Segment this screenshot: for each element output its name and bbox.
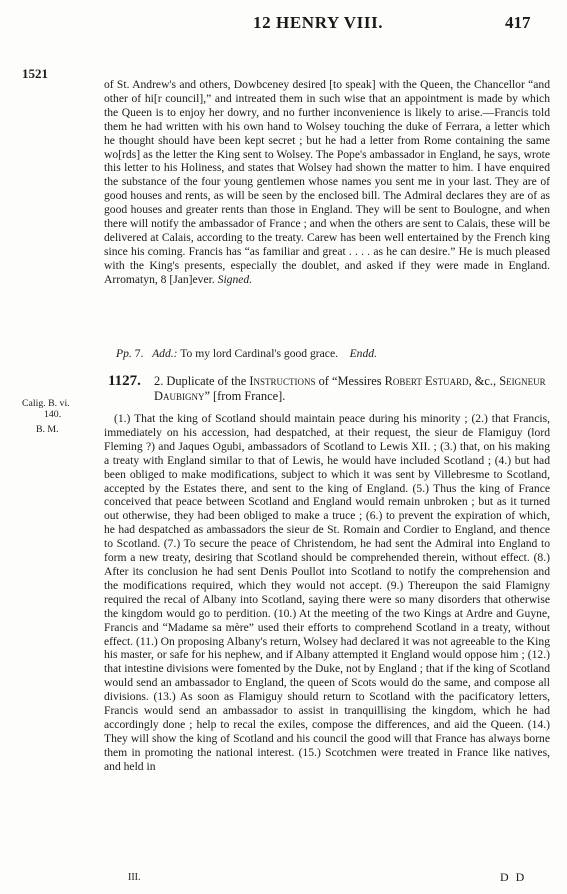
signed-note: Signed.	[217, 272, 253, 286]
printer-signature: D D	[500, 870, 527, 884]
heading-andc: &c.,	[474, 374, 497, 388]
entry-heading	[154, 374, 550, 404]
letter-body: of St. Andrew's and others, Dowbceney desired [to speak] with the Queen, the Chancellor “and other of hi[r council],” and intreated them in such wise that an appointment is made by which the Queen is to enjoy her dowry, and no further inconvenience is likely to arise.—Francis told them he had written with his own hand to Wolsey touching the duke of Ferrara, a letter which he thought should have been kept secret ; but he had a letter from Rome containing the same wo[rds] as the letter the King sent to Wolsey. The Pope's ambassador in England, he says, wrote this letter to his Holiness, and states that Wolsey had shown the matter to him. I have enquired the substance of the four young gentlemen whose names you sent me in your last. They are of good houses and rents, as will be seen by the enclosed bill. The Admiral declares they are of as good houses and greater rents than those in England. They will be sent to Boulogne, and when there will notify the ambassador of France ; and when the others are sent to Calais, these will be delivered at Calais, according to the treaty. Carew has been well entertained by the French king since his coming. Francis has “as familiar and great . . . . as he can desire.” He is much pleased with the King's presents, especially the doublet, and asked if they were made in England. Arromatyn, 8 [Jan]ever.	[104, 78, 550, 286]
heading-instructions: Instructions	[249, 374, 316, 388]
endorsed-note: Endd.	[349, 347, 377, 360]
source-reference-line1: Calig. B. vi.	[22, 398, 70, 409]
document-metadata	[116, 347, 546, 360]
pages-label: Pp.	[116, 347, 132, 360]
margin-year: 1521	[22, 66, 48, 81]
source-reference-line3: B. M.	[36, 424, 59, 435]
source-reference-line2: 140.	[44, 409, 62, 420]
volume-number: III.	[128, 872, 141, 883]
address-text: To my lord Cardinal's good grace.	[180, 347, 338, 360]
page-number: 417	[505, 13, 531, 32]
heading-name-estuard: Robert Estuard,	[384, 374, 472, 388]
heading-middle: of “Messires	[318, 374, 382, 388]
letter-paragraph	[104, 78, 550, 287]
entry-number: 1127.	[108, 373, 141, 389]
heading-prefix: 2. Duplicate of the	[154, 374, 247, 388]
entry-paragraph: (1.) That the king of Scotland should maintain peace during his minority ; (2.) that Francis, immediately on his accession, had despatched, at their request, the sieur de Flamiguy (lord Fleming ?) and Jaques Ogubi, ambassadors of Scotland to Lewis XII. ; (3.) that, on his making a treaty with England similar to that of Lewis, he would have included Scotland ; (4.) but had been obliged to make modifications, subject to which it was sent by Villebresme to Scotland, accepted by the Estates there, and sent to the king of England. (5.) Thus the king of France conceived that peace between Scotland and England would remain unbroken ; but as it turned out otherwise, they had been obliged to make a truce ; (6.) to prevent the expiration of which, he had despatched as ambassadors the sieur de St. Romain and Cordier to England, and thence to Scotland. (7.) To secure the peace of Christendom, he had sent the Admiral into England to form a new treaty, desiring that Scotland should be comprehended therein, without effect. (8.) After its conclusion he had sent Denis Poullot into Scotland to notify the comprehension and the modifications required, which they would not accept. (9.) Thereupon the said Flamigny required the recal of Albany into Scotland, saying there were so many disorders that otherwise the kingdom would go to perdition. (10.) At the meeting of the two Kings at Ardre and Guyne, Francis and “Madame sa mère” used their efforts to comprehend Scotland in a treaty, without effect. (11.) On proposing Albany's return, Wolsey had declared it was not agreeable to the King his master, or safe for his nephew, and if Albany attempted it England would oppose him ; (12.) that intestine divisions were fomented by the Duke, not by England ; that if the king of Scotland would send an ambassador to England, the queen of Scots would do the same, and compose all divisions. (13.) As soon as Flamiguy should return to Scotland with the pacificatory letters, Francis would send an ambassador to assist in tranquillising the kingdom, which he had accordingly done ; help to recal the exiles, compose the differences, and aid the Queen. (14.) They will show the king of Scotland and his council the good will that France has always borne them in promoting the national interest. (15.) Scotchmen were treated in France like natives, and held in	[104, 412, 550, 773]
heading-name-daubigny: Seigneur Daubigny	[154, 374, 546, 403]
page-title: 12 HENRY VIII.	[253, 13, 384, 32]
heading-suffix: ” [from France].	[204, 389, 286, 403]
address-label: Add.:	[152, 347, 178, 360]
pages-value: 7.	[134, 347, 144, 360]
